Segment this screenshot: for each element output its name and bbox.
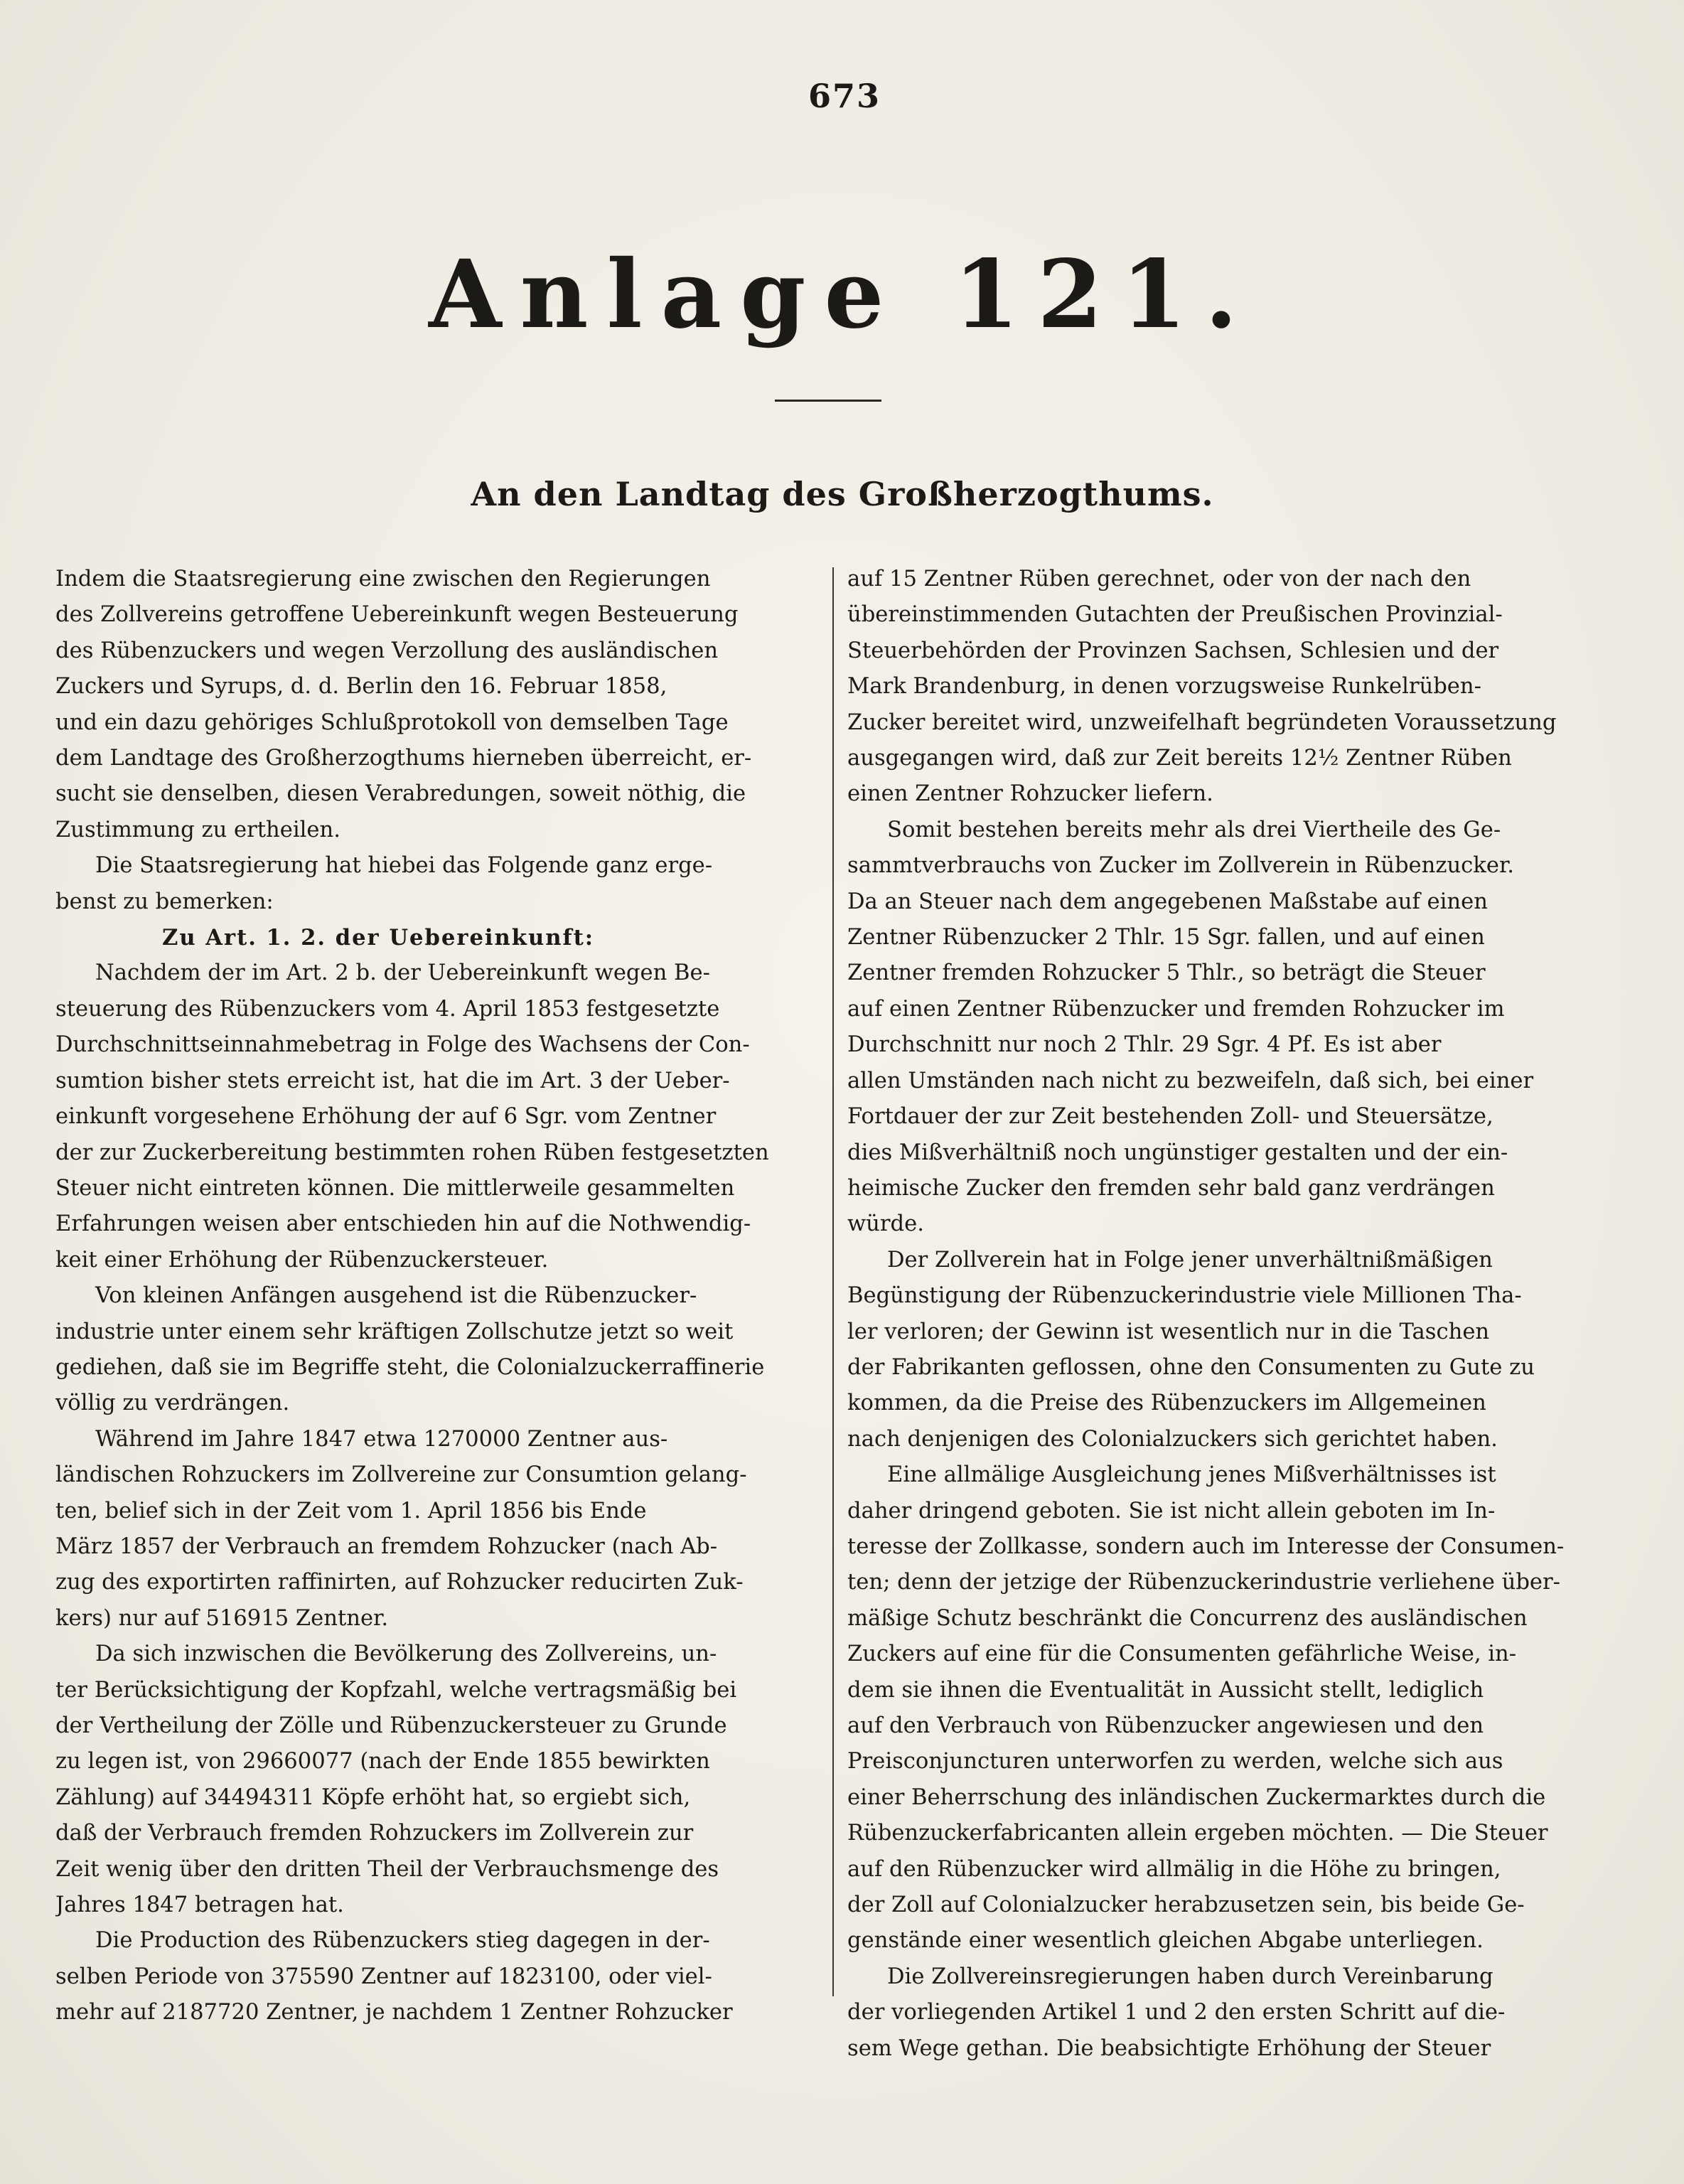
text-line: Zucker bereitet wird, unzweifelhaft begründeten Voraussetzung <box>847 710 1557 735</box>
text-line: teresse der Zollkasse, sondern auch im Interesse der Consumen- <box>847 1533 1565 1559</box>
text-line: benst zu bemerken: <box>55 889 274 914</box>
text-line: Indem die Staatsregierung eine zwischen den Regierungen <box>55 567 711 592</box>
text-line: allen Umständen nach nicht zu bezweifeln, daß sich, bei einer <box>847 1068 1534 1093</box>
text-line: daher dringend geboten. Sie ist nicht allein geboten im In- <box>847 1498 1496 1524</box>
text-line: daß der Verbrauch fremden Rohzuckers im Zollverein zur <box>55 1821 694 1846</box>
text-line: auf 15 Zentner Rüben gerechnet, oder von der nach den <box>847 567 1471 592</box>
text-line: Zentner fremden Rohzucker 5 Thlr., so beträgt die Steuer <box>847 960 1486 986</box>
right-text-column <box>847 562 1595 2067</box>
text-line: Die Staatsregierung hat hiebei das Folgende ganz erge- <box>95 853 713 879</box>
text-line: ausgegangen wird, daß zur Zeit bereits 12½ Zentner Rüben <box>847 746 1512 771</box>
text-line: zu legen ist, von 29660077 (nach der Ende 1855 bewirkten <box>55 1749 710 1774</box>
text-line: dies Mißverhältniß noch ungünstiger gestalten und der ein- <box>847 1140 1508 1165</box>
column-divider <box>832 567 834 1996</box>
text-line: völlig zu verdrängen. <box>55 1391 290 1416</box>
text-line: selben Periode von 375590 Zentner auf 1823100, oder viel- <box>55 1964 712 1989</box>
text-line: sammtverbrauchs von Zucker im Zollverein in Rübenzucker. <box>847 853 1514 879</box>
text-line: einer Beherrschung des inländischen Zuckermarktes durch die <box>847 1784 1546 1810</box>
text-line: sucht sie denselben, diesen Verabredungen, soweit nöthig, die <box>55 781 746 807</box>
text-line: Zentner Rübenzucker 2 Thlr. 15 Sgr. fallen, und auf einen <box>847 925 1485 951</box>
text-line: würde. <box>847 1211 924 1237</box>
text-line: sumtion bisher stets erreicht ist, hat die im Art. 3 der Ueber- <box>55 1068 730 1093</box>
text-line: kers) nur auf 516915 Zentner. <box>55 1605 389 1631</box>
text-line: ten, belief sich in der Zeit vom 1. April 1856 bis Ende <box>55 1498 647 1524</box>
text-line: Nachdem der im Art. 2 b. der Uebereinkunft wegen Be- <box>95 960 710 986</box>
text-line: der Zoll auf Colonialzucker herabzusetzen sein, bis beide Ge- <box>847 1893 1525 1918</box>
text-line: einen Zentner Rohzucker liefern. <box>847 781 1213 807</box>
text-line: dem sie ihnen die Eventualität in Aussicht stellt, lediglich <box>847 1677 1484 1703</box>
text-line: sem Wege gethan. Die beabsichtigte Erhöhung der Steuer <box>847 2035 1491 2061</box>
text-line: Eine allmälige Ausgleichung jenes Mißverhältnisses ist <box>887 1462 1496 1488</box>
text-line: Zuckers und Syrups, d. d. Berlin den 16. Februar 1858, <box>55 674 667 700</box>
text-line: Die Zollvereinsregierungen haben durch Vereinbarung <box>887 1964 1493 1989</box>
document-subtitle: An den Landtag des Großherzogthums. <box>471 475 1214 513</box>
text-line: Preisconjuncturen unterworfen zu werden, welche sich aus <box>847 1749 1503 1774</box>
text-line: der Vertheilung der Zölle und Rübenzuckersteuer zu Grunde <box>55 1713 727 1738</box>
text-line: ten; denn der jetzige der Rübenzuckerindustrie verliehene über- <box>847 1570 1560 1595</box>
text-line: industrie unter einem sehr kräftigen Zollschutze jetzt so weit <box>55 1319 734 1344</box>
text-line: Während im Jahre 1847 etwa 1270000 Zentner aus- <box>95 1426 668 1452</box>
text-line: übereinstimmenden Gutachten der Preußischen Provinzial- <box>847 602 1503 628</box>
document-title: Anlage 121. <box>429 240 1256 350</box>
text-line: kommen, da die Preise des Rübenzuckers im Allgemeinen <box>847 1391 1486 1416</box>
section-heading: Zu Art. 1. 2. der Uebereinkunft: <box>162 925 595 951</box>
text-line: gediehen, daß sie im Begriffe steht, die Colonialzuckerraffinerie <box>55 1354 765 1380</box>
text-line: und ein dazu gehöriges Schlußprotokoll von demselben Tage <box>55 710 729 735</box>
text-line: der zur Zuckerbereitung bestimmten rohen Rüben festgesetzten <box>55 1140 769 1165</box>
text-line: heimische Zucker den fremden sehr bald ganz verdrängen <box>847 1175 1495 1201</box>
text-line: ter Berücksichtigung der Kopfzahl, welche vertragsmäßig bei <box>55 1677 737 1703</box>
text-line: Fortdauer der zur Zeit bestehenden Zoll- und Steuersätze, <box>847 1104 1493 1130</box>
text-line: ler verloren; der Gewinn ist wesentlich nur in die Taschen <box>847 1319 1490 1344</box>
text-line: auf den Verbrauch von Rübenzucker angewiesen und den <box>847 1713 1484 1738</box>
text-line: Rübenzuckerfabricanten allein ergeben möchten. — Die Steuer <box>847 1821 1548 1846</box>
text-line: steuerung des Rübenzuckers vom 4. April 1853 festgesetzte <box>55 996 720 1022</box>
text-line: mehr auf 2187720 Zentner, je nachdem 1 Zentner Rohzucker <box>55 2000 733 2025</box>
text-line: Von kleinen Anfängen ausgehend ist die Rübenzucker- <box>95 1283 697 1309</box>
left-text-column <box>55 562 810 2031</box>
text-line: keit einer Erhöhung der Rübenzuckersteuer. <box>55 1247 549 1273</box>
text-line: Da an Steuer nach dem angegebenen Maßstabe auf einen <box>847 889 1488 914</box>
text-line: genstände einer wesentlich gleichen Abgabe unterliegen. <box>847 1928 1484 1954</box>
text-line: Zeit wenig über den dritten Theil der Verbrauchsmenge des <box>55 1856 719 1882</box>
text-line: nach denjenigen des Colonialzuckers sich gerichtet haben. <box>847 1426 1498 1452</box>
text-line: Jahres 1847 betragen hat. <box>55 1893 344 1918</box>
text-line: dem Landtage des Großherzogthums hierneben überreicht, er- <box>55 746 752 771</box>
text-line: des Zollvereins getroffene Uebereinkunft wegen Besteuerung <box>55 602 739 628</box>
text-line: einkunft vorgesehene Erhöhung der auf 6 Sgr. vom Zentner <box>55 1104 717 1130</box>
text-line: Erfahrungen weisen aber entschieden hin auf die Nothwendig- <box>55 1211 751 1237</box>
text-line: Zuckers auf eine für die Consumenten gefährliche Weise, in- <box>847 1642 1517 1667</box>
text-line: der Fabrikanten geflossen, ohne den Consumenten zu Gute zu <box>847 1354 1535 1380</box>
text-line: Zustimmung zu ertheilen. <box>55 817 340 842</box>
text-line: Durchschnittseinnahmebetrag in Folge des Wachsens der Con- <box>55 1032 750 1058</box>
text-line: zug des exportirten raffinirten, auf Rohzucker reducirten Zuk- <box>55 1570 744 1595</box>
text-line: Begünstigung der Rübenzuckerindustrie viele Millionen Tha- <box>847 1283 1522 1309</box>
text-line: März 1857 der Verbrauch an fremdem Rohzucker (nach Ab- <box>55 1533 718 1559</box>
page-number: 673 <box>808 77 881 115</box>
text-line: Somit bestehen bereits mehr als drei Viertheile des Ge- <box>887 817 1501 842</box>
text-line: Da sich inzwischen die Bevölkerung des Zollvereins, un- <box>95 1642 717 1667</box>
text-line: auf den Rübenzucker wird allmälig in die Höhe zu bringen, <box>847 1856 1501 1882</box>
text-line: Zählung) auf 34494311 Köpfe erhöht hat, so ergiebt sich, <box>55 1784 691 1810</box>
text-line: mäßige Schutz beschränkt die Concurrenz des ausländischen <box>847 1605 1528 1631</box>
text-line: Die Production des Rübenzuckers stieg dagegen in der- <box>95 1928 710 1954</box>
text-line: auf einen Zentner Rübenzucker und fremden Rohzucker im <box>847 996 1505 1022</box>
text-line: Steuerbehörden der Provinzen Sachsen, Schlesien und der <box>847 638 1499 663</box>
text-line: Der Zollverein hat in Folge jener unverhältnißmäßigen <box>887 1247 1493 1273</box>
text-line: der vorliegenden Artikel 1 und 2 den ersten Schritt auf die- <box>847 2000 1506 2025</box>
text-line: Durchschnitt nur noch 2 Thlr. 29 Sgr. 4 Pf. Es ist aber <box>847 1032 1442 1058</box>
text-line: ländischen Rohzuckers im Zollvereine zur Consumtion gelang- <box>55 1462 747 1488</box>
title-divider <box>775 400 881 402</box>
text-line: Mark Brandenburg, in denen vorzugsweise Runkelrüben- <box>847 674 1481 700</box>
text-line: Steuer nicht eintreten können. Die mittlerweile gesammelten <box>55 1175 735 1201</box>
text-line: des Rübenzuckers und wegen Verzollung des ausländischen <box>55 638 719 663</box>
